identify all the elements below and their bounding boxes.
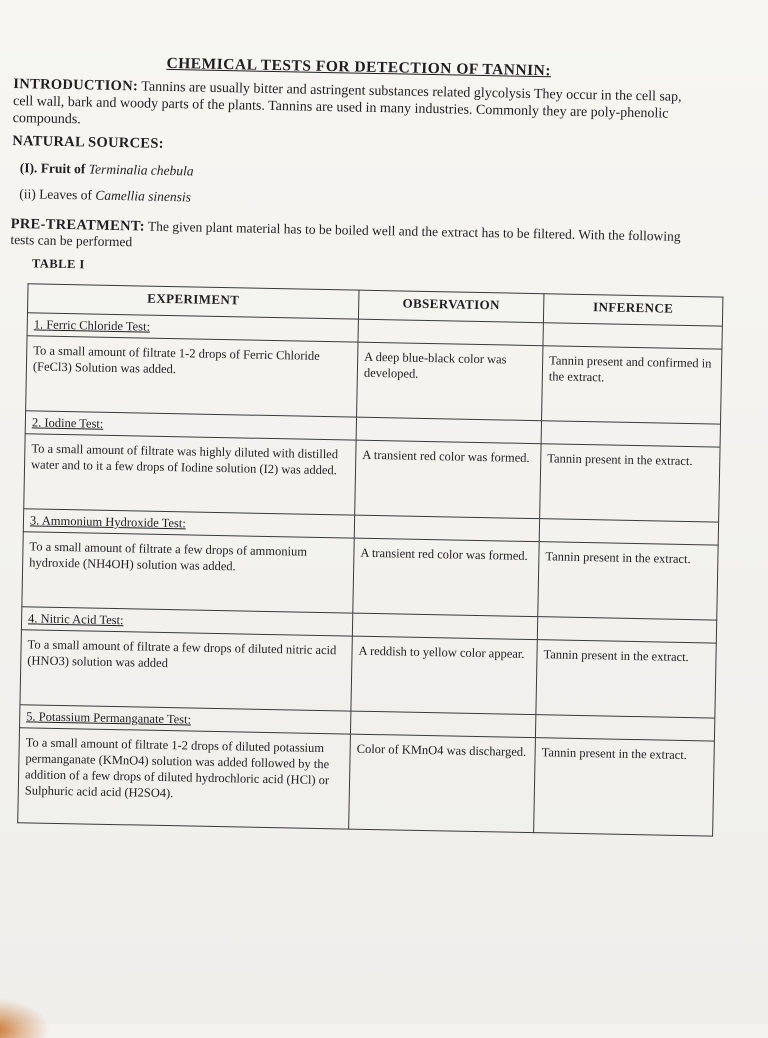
empty-cell — [541, 421, 720, 447]
source-prefix: Leaves of — [39, 186, 96, 203]
source-prefix: Fruit of — [40, 160, 89, 177]
source-item — [20, 160, 702, 189]
inference-cell: Tannin present in the extract. — [534, 738, 715, 836]
inference-cell: Tannin present in the extract. — [536, 640, 716, 718]
empty-cell — [543, 323, 722, 349]
inference-cell: Tannin present and confirmed in the extract. — [542, 346, 722, 424]
table-row — [20, 630, 716, 718]
test-number: 2. — [31, 415, 42, 430]
source-item — [19, 186, 701, 215]
tests-table — [17, 283, 723, 836]
empty-cell — [539, 519, 718, 545]
experiment-cell: To a small amount of filtrate a few drops of diluted nitric acid (HNO3) solution was added — [20, 630, 352, 711]
empty-cell — [535, 715, 714, 741]
pretreatment-text: The given plant material has to be boiled well and the extract has to be filtered. With the following tests can be performed — [10, 218, 681, 250]
test-number: 3. — [29, 513, 40, 528]
pretreatment-label: PRE-TREATMENT: — [10, 215, 145, 235]
observation-cell: A transient red color was formed. — [353, 538, 539, 617]
observation-cell: A deep blue-black color was developed. — [357, 342, 543, 421]
natural-sources-heading: NATURAL SOURCES: — [12, 132, 164, 152]
pretreatment-paragraph — [10, 216, 700, 261]
test-title: Nitric Acid Test: — [40, 611, 124, 628]
table-label: TABLE I — [31, 256, 86, 272]
source-species: Camellia sinensis — [95, 187, 192, 205]
source-species: Terminalia chebula — [88, 161, 194, 179]
page-title: CHEMICAL TESTS FOR DETECTION OF TANNIN: — [166, 54, 552, 80]
document-content — [0, 52, 712, 836]
observation-cell: A transient red color was formed. — [355, 440, 541, 519]
introduction-text: Tannins are usually bitter and astringent substances related glycolysis They occur in the cell sap, cell wall, bark and woody parts of the plants. Tannins are used in many industries. Commonly they are poly-phenolic compounds. — [12, 79, 682, 128]
introduction-label: INTRODUCTION: — [13, 75, 139, 95]
introduction-paragraph — [13, 76, 704, 140]
test-title: Ammonium Hydroxide Test: — [41, 513, 186, 531]
table-row — [18, 728, 715, 836]
test-title: Ferric Chloride Test: — [46, 317, 151, 334]
table-row — [26, 336, 722, 424]
table-row — [22, 532, 718, 620]
header-inference: INFERENCE — [543, 294, 723, 326]
corner-shadow — [0, 998, 50, 1038]
empty-cell — [537, 617, 716, 643]
experiment-cell: To a small amount of filtrate was highly diluted with distilled water and to it a few drops of Iodine solution (I2) was added. — [24, 434, 356, 515]
test-title: Iodine Test: — [44, 415, 104, 431]
table-row — [24, 434, 720, 522]
observation-cell: Color of KMnO4 was discharged. — [349, 734, 536, 833]
header-experiment: EXPERIMENT — [27, 284, 358, 319]
test-number: 5. — [26, 709, 36, 724]
source-marker: (I). — [19, 160, 38, 176]
source-marker: (ii) — [19, 186, 36, 202]
experiment-cell: To a small amount of filtrate 1-2 drops of Ferric Chloride (FeCl3) Solution was added. — [26, 336, 358, 417]
experiment-cell: To a small amount of filtrate a few drops of ammonium hydroxide (NH4OH) solution was added. — [22, 532, 354, 613]
experiment-cell: To a small amount of filtrate 1-2 drops of diluted potassium permanganate (KMnO4) solution was added followed by the addition of a few drops of diluted hydrochloric acid (HCl) or Sulphuric acid acid (H2SO4). — [18, 728, 351, 829]
test-title: Potassium Permanganate Test: — [38, 709, 192, 727]
test-number: 1. — [33, 317, 44, 332]
observation-cell: A reddish to yellow color appear. — [351, 636, 537, 715]
inference-cell: Tannin present in the extract. — [538, 542, 718, 620]
test-number: 4. — [27, 611, 38, 626]
inference-cell: Tannin present in the extract. — [540, 444, 720, 522]
header-observation: OBSERVATION — [358, 290, 544, 323]
